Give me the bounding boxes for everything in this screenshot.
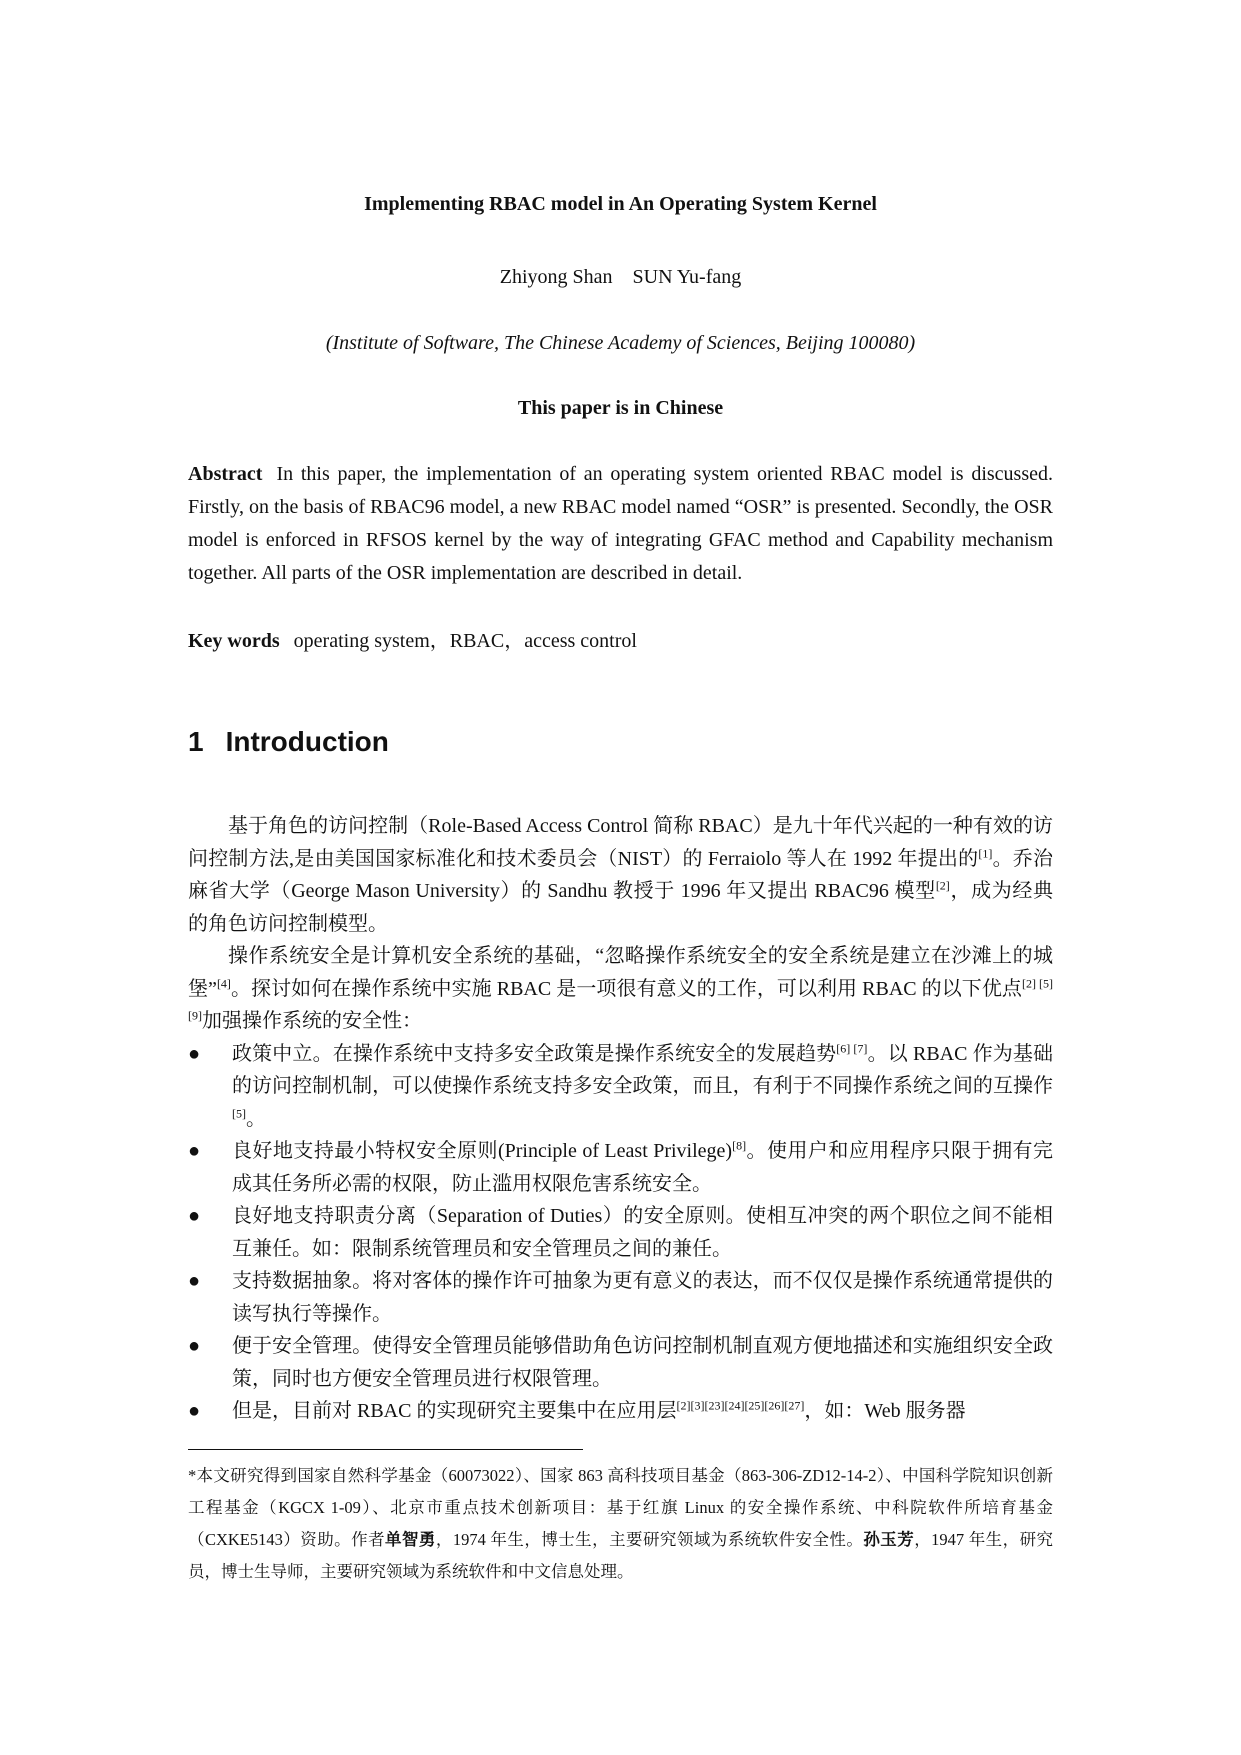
paper-title: Implementing RBAC model in An Operating System Kernel bbox=[364, 193, 877, 215]
paragraph-text: 基于角色的访问控制（Role-Based Access Control 简称 RBAC）是九十年代兴起的一种有效的访问控制方法,是由美国国家标准化和技术委员会（NIST）的 Ferraiolo 等人在 1992 年提出的 bbox=[188, 815, 1053, 870]
authors: Zhiyong Shan SUN Yu-fang bbox=[499, 266, 742, 288]
citation: [2] bbox=[935, 878, 950, 893]
paragraph-text: 操作系统安全是计算机安全系统的基础，“忽略操作系统安全的安全系统是建立在沙滩上的城堡” bbox=[188, 945, 1053, 1000]
citation: [4] bbox=[216, 975, 231, 990]
list-item-text: 良好地支持最小特权安全原则(Principle of Least Privilege) bbox=[232, 1140, 733, 1162]
section-body bbox=[188, 810, 1053, 1428]
bullet-icon: ● bbox=[188, 1140, 201, 1162]
keywords-text: operating system，RBAC，access control bbox=[293, 630, 637, 652]
paragraph-1 bbox=[188, 810, 1053, 940]
citation: [2] [5] [9] bbox=[188, 975, 1053, 1023]
abstract bbox=[188, 458, 1053, 590]
abstract-label: Abstract bbox=[188, 463, 263, 485]
bullet-icon: ● bbox=[188, 1270, 201, 1292]
keywords bbox=[188, 624, 1053, 653]
citation: [6] [7] bbox=[836, 1040, 868, 1055]
citation: [5] bbox=[232, 1105, 246, 1120]
footnote-divider bbox=[188, 1449, 583, 1450]
paragraph-text: 加强操作系统的安全性： bbox=[202, 1010, 422, 1032]
list-item bbox=[188, 1330, 1053, 1395]
section-number: 1 bbox=[188, 726, 204, 757]
list-item-text: 。以 RBAC 作为基础的访问控制机制，可以使操作系统支持多安全政策，而且，有利于不同操作系统之间的互操作 bbox=[232, 1042, 1054, 1097]
citation: [2][3][23][24][25][26][27] bbox=[676, 1398, 805, 1413]
footnote-text: *本文研究得到国家自然科学基金（60073022）、国家 863 高科技项目基金（863-306-ZD12-14-2）、中国科学院知识创新工程基金（KGCX 1-09）、北京市重点技术创新项目：基于红旗 Linux 的安全操作系统、中科院软件所培育基金（CXKE5143）资助。作者 bbox=[188, 1466, 1053, 1549]
list-item-text: ，如：Web 服务器 bbox=[804, 1400, 966, 1422]
footnote-text: ，1947 年生，研究员，博士生导师，主要研究领域为系统软件和中文信息处理。 bbox=[188, 1530, 1054, 1581]
list-item-text: 支持数据抽象。将对客体的操作许可抽象为更有意义的表达，而不仅仅是操作系统通常提供的读写执行等操作。 bbox=[232, 1270, 1053, 1325]
list-item bbox=[188, 1038, 1053, 1136]
list-item bbox=[188, 1135, 1053, 1200]
paragraph-text: 。探讨如何在操作系统中实施 RBAC 是一项很有意义的工作，可以利用 RBAC 的以下优点 bbox=[230, 977, 1022, 1000]
list-item-text: 但是，目前对 RBAC 的实现研究主要集中在应用层 bbox=[232, 1400, 677, 1422]
list-item bbox=[188, 1200, 1053, 1265]
advantages-list bbox=[188, 1038, 1053, 1428]
bullet-icon: ● bbox=[188, 1400, 201, 1422]
footnote-text: ，1974 年生，博士生，主要研究领域为系统软件安全性。 bbox=[435, 1530, 864, 1549]
abstract-text: In this paper, the implementation of an operating system oriented RBAC model is discussed. Firstly, on the basis of RBAC96 model, a new RBAC model named “OSR” is presented. Secondly, the OSR model is enforced in RFSOS kernel by the way of integrating GFAC method and Capability mechanism together. All parts of the OSR implementation are described in detail. bbox=[188, 463, 1053, 584]
language-note: This paper is in Chinese bbox=[517, 397, 724, 419]
keywords-label: Key words bbox=[188, 630, 280, 652]
list-item-text: 良好地支持职责分离（Separation of Duties）的安全原则。使相互冲突的两个职位之间不能相互兼任。如：限制系统管理员和安全管理员之间的兼任。 bbox=[232, 1205, 1053, 1260]
citation: [1] bbox=[978, 845, 993, 860]
footnote bbox=[188, 1460, 1053, 1588]
paragraph-text: 。乔治麻省大学（George Mason University）的 Sandhu 教授于 1996 年又提出 RBAC96 模型 bbox=[188, 847, 1053, 902]
section-heading bbox=[188, 726, 389, 758]
paragraph-text: ，成为经典的角色访问控制模型。 bbox=[188, 880, 1054, 935]
bullet-icon: ● bbox=[188, 1042, 201, 1065]
list-item-text: 。 bbox=[246, 1107, 266, 1130]
citation: [8] bbox=[732, 1138, 747, 1153]
list-item-text: 。使用户和应用程序只限于拥有完成其任务所必需的权限，防止滥用权限危害系统安全。 bbox=[232, 1140, 1053, 1195]
bullet-icon: ● bbox=[188, 1205, 201, 1227]
author-name: 单智勇 bbox=[385, 1530, 436, 1549]
affiliation: (Institute of Software, The Chinese Academy of Sciences, Beijing 100080) bbox=[325, 332, 916, 354]
list-item-text: 便于安全管理。使得安全管理员能够借助角色访问控制机制直观方便地描述和实施组织安全政策，同时也方便安全管理员进行权限管理。 bbox=[232, 1335, 1053, 1390]
bullet-icon: ● bbox=[188, 1335, 201, 1357]
section-title: Introduction bbox=[225, 726, 389, 757]
paragraph-2 bbox=[188, 940, 1053, 1038]
list-item bbox=[188, 1395, 1053, 1428]
author-name: 孙玉芳 bbox=[863, 1530, 915, 1549]
list-item-text: 政策中立。在操作系统中支持多安全政策是操作系统安全的发展趋势 bbox=[232, 1042, 837, 1065]
list-item bbox=[188, 1265, 1053, 1330]
